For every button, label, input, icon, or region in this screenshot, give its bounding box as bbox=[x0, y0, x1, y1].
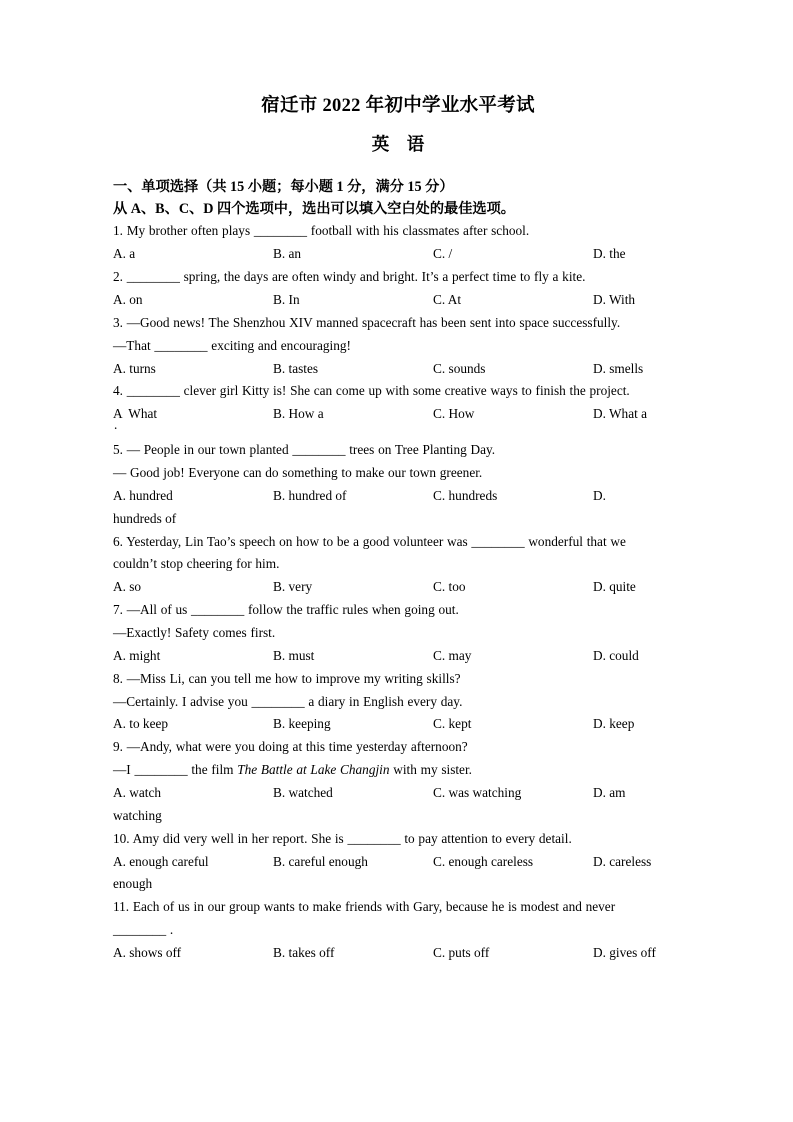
question-stem-line2: — Good job! Everyone can do something to make our town greener. bbox=[113, 464, 483, 480]
question-stem-line2: couldn’t stop cheering for him. bbox=[113, 556, 280, 572]
option-c[interactable]: C. kept bbox=[433, 716, 472, 732]
question-block bbox=[113, 828, 683, 897]
option-d[interactable]: D. smells bbox=[593, 360, 644, 376]
option-d[interactable]: D. quite bbox=[593, 579, 636, 595]
question-stem: 2. ________ spring, the days are often windy and bright. It’s a perfect time to fly a kite. bbox=[113, 269, 586, 285]
option-b[interactable]: B. hundred of bbox=[273, 487, 347, 503]
option-a[interactable]: A. hundred bbox=[113, 487, 173, 503]
option-row bbox=[113, 358, 683, 381]
option-b[interactable]: B. must bbox=[273, 647, 315, 663]
option-d[interactable]: D. gives off bbox=[593, 944, 656, 960]
question-stem: 7. —All of us ________ follow the traffic rules when going out. bbox=[113, 602, 459, 618]
question-stem: 5. — People in our town planted ________ trees on Tree Planting Day. bbox=[113, 442, 496, 458]
option-c[interactable]: C. too bbox=[433, 579, 466, 595]
option-b[interactable]: B. takes off bbox=[273, 944, 335, 960]
question-stem: 8. —Miss Li, can you tell me how to improve my writing skills? bbox=[113, 670, 461, 686]
question-stem-line2: —Exactly! Safety comes first. bbox=[113, 624, 276, 640]
question-stem: 6. Yesterday, Lin Tao’s speech on how to be a good volunteer was ________ wonderful that we bbox=[113, 533, 626, 549]
option-d-overflow[interactable]: enough bbox=[113, 876, 153, 892]
question-block bbox=[113, 736, 683, 827]
question-block bbox=[113, 668, 683, 737]
option-b[interactable]: B. careful enough bbox=[273, 853, 368, 869]
option-a[interactable]: A. watch bbox=[113, 784, 161, 800]
question-block bbox=[113, 312, 683, 381]
option-c[interactable]: C. was watching bbox=[433, 784, 522, 800]
option-a[interactable]: A. turns bbox=[113, 360, 156, 376]
option-b[interactable]: B. tastes bbox=[273, 360, 319, 376]
option-a[interactable] bbox=[113, 403, 273, 433]
question-stem: 9. —Andy, what were you doing at this time yesterday afternoon? bbox=[113, 739, 468, 755]
stray-period-artifact: . bbox=[114, 417, 118, 433]
section-heading: 一、单项选择（共 15 小题；每小题 1 分，满分 15 分） bbox=[113, 179, 454, 196]
question-stem-line2: —Certainly. I advise you ________ a diary in English every day. bbox=[113, 693, 463, 709]
question-stem: 1. My brother often plays ________ football with his classmates after school. bbox=[113, 223, 530, 239]
option-b[interactable]: B. keeping bbox=[273, 716, 331, 732]
page-title: 宿迁市 2022 年初中学业水平考试 bbox=[261, 96, 535, 116]
option-d[interactable]: D. the bbox=[593, 246, 626, 262]
question-block bbox=[113, 599, 683, 668]
section-instruction: 从 A、B、C、D 四个选项中，选出可以填入空白处的最佳选项。 bbox=[113, 200, 515, 217]
question-block bbox=[113, 220, 683, 266]
film-line-suffix: with my sister. bbox=[389, 762, 472, 778]
option-c[interactable]: C. / bbox=[433, 246, 453, 262]
option-row bbox=[113, 942, 683, 965]
option-a[interactable]: A. shows off bbox=[113, 944, 182, 960]
option-a[interactable]: A. to keep bbox=[113, 716, 169, 732]
question-block bbox=[113, 896, 683, 965]
option-c[interactable]: C. enough careless bbox=[433, 853, 534, 869]
option-a[interactable]: A. a bbox=[113, 246, 136, 262]
option-row bbox=[113, 485, 683, 508]
option-a[interactable]: A. enough careful bbox=[113, 853, 209, 869]
question-stem: 4. ________ clever girl Kitty is! She can come up with some creative ways to finish the project. bbox=[113, 383, 630, 399]
option-a[interactable]: A. might bbox=[113, 647, 161, 663]
option-row bbox=[113, 403, 683, 433]
option-c[interactable]: C. sounds bbox=[433, 360, 486, 376]
question-stem: 3. —Good news! The Shenzhou XIV manned spacecraft has been sent into space successfully. bbox=[113, 314, 621, 330]
option-d[interactable]: D. am bbox=[593, 784, 626, 800]
option-row bbox=[113, 713, 683, 736]
question-block bbox=[113, 380, 683, 439]
option-b[interactable]: B. very bbox=[273, 579, 313, 595]
option-d[interactable]: D. What a bbox=[593, 406, 648, 422]
option-row bbox=[113, 851, 683, 874]
option-c[interactable]: C. How bbox=[433, 406, 475, 422]
option-row bbox=[113, 576, 683, 599]
option-c[interactable]: C. puts off bbox=[433, 944, 490, 960]
film-title: The Battle at Lake Changjin bbox=[237, 762, 390, 778]
question-stem: 11. Each of us in our group wants to make friends with Gary, because he is modest and never bbox=[113, 899, 616, 915]
subject-title: 英 语 bbox=[371, 134, 425, 155]
question-stem-line2 bbox=[113, 759, 683, 782]
question-stem-line2: ________ . bbox=[113, 922, 174, 938]
option-b[interactable]: B. How a bbox=[273, 406, 324, 422]
option-d[interactable]: D. could bbox=[593, 647, 639, 663]
option-row bbox=[113, 645, 683, 668]
spacer bbox=[113, 426, 683, 439]
film-line-prefix: —I ________ the film bbox=[113, 762, 238, 778]
question-block bbox=[113, 531, 683, 600]
option-d-overflow[interactable]: hundreds of bbox=[113, 510, 177, 526]
option-c[interactable]: C. At bbox=[433, 291, 462, 307]
option-d[interactable]: D. With bbox=[593, 291, 636, 307]
option-b[interactable]: B. an bbox=[273, 246, 302, 262]
option-d-overflow[interactable]: watching bbox=[113, 807, 162, 823]
option-c[interactable]: C. hundreds bbox=[433, 487, 498, 503]
option-a[interactable]: A. so bbox=[113, 579, 142, 595]
option-d[interactable]: D. keep bbox=[593, 716, 635, 732]
option-a-label: A What bbox=[113, 406, 158, 422]
option-b[interactable]: B. In bbox=[273, 291, 300, 307]
option-d[interactable]: D. bbox=[593, 487, 606, 503]
option-b[interactable]: B. watched bbox=[273, 784, 333, 800]
option-c[interactable]: C. may bbox=[433, 647, 472, 663]
question-stem-line2: —That ________ exciting and encouraging! bbox=[113, 337, 351, 353]
option-row bbox=[113, 782, 683, 805]
question-stem: 10. Amy did very well in her report. She is ________ to pay attention to every detail. bbox=[113, 830, 572, 846]
question-block bbox=[113, 266, 683, 312]
option-a[interactable]: A. on bbox=[113, 291, 143, 307]
option-row bbox=[113, 289, 683, 312]
option-d[interactable]: D. careless bbox=[593, 853, 652, 869]
question-block bbox=[113, 439, 683, 530]
option-row bbox=[113, 243, 683, 266]
